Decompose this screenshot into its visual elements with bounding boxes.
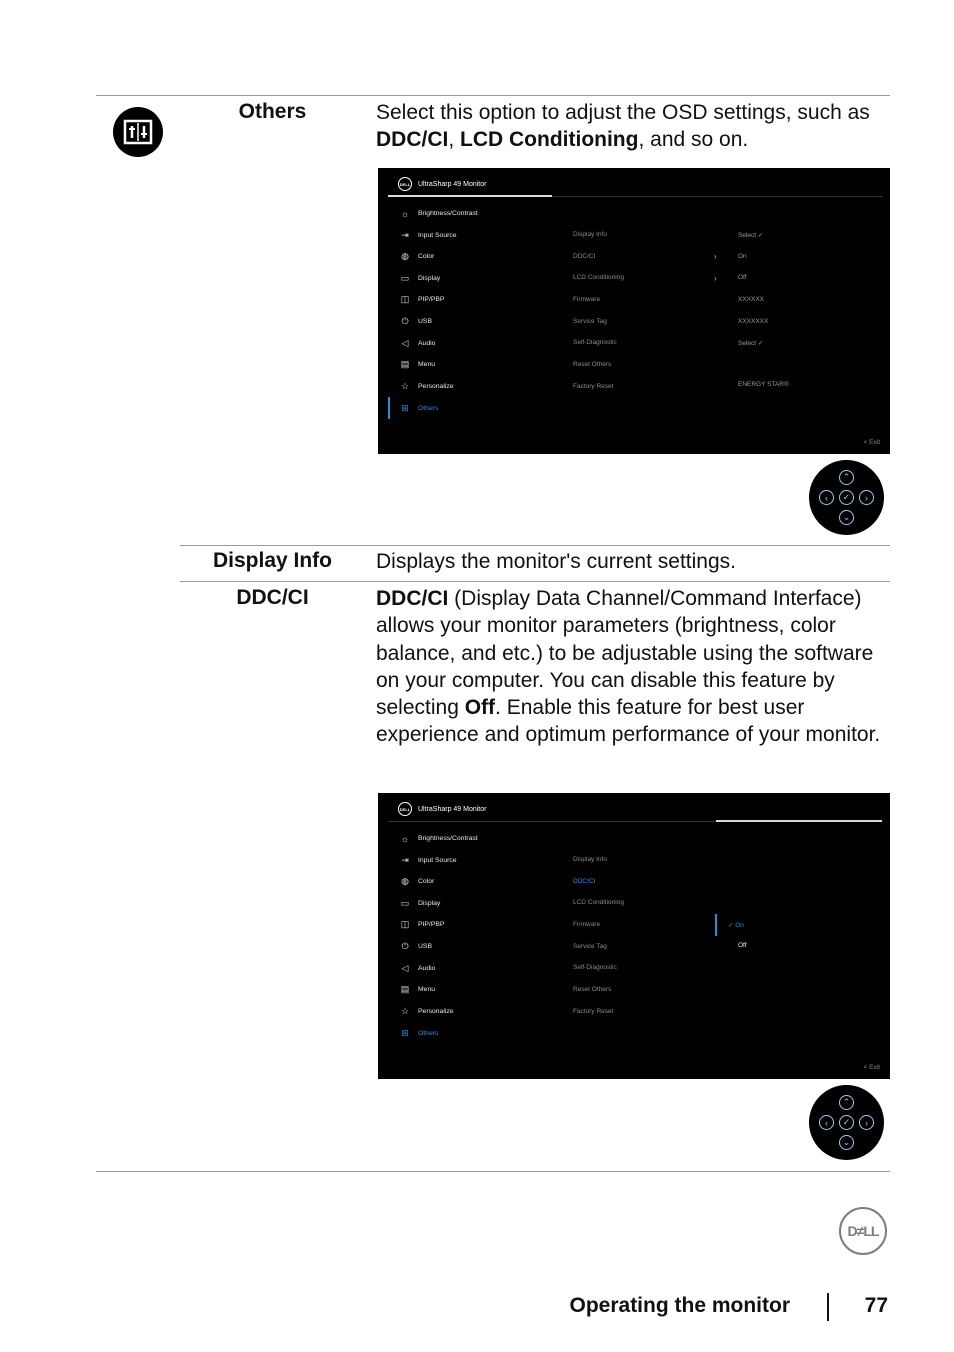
top-rule	[96, 95, 890, 96]
osd-sub-reset-others: Reset Others	[573, 361, 612, 368]
osd-sub-firmware: Firmware	[573, 296, 601, 303]
bottom-rule	[96, 1171, 890, 1172]
joystick-right-icon: ›	[859, 490, 874, 505]
speaker-icon: ◁	[401, 963, 409, 973]
osd-menu-color: ◍ Color	[401, 251, 435, 261]
osd-menu-others: ⊞ Others	[401, 403, 439, 413]
display-info-top-rule	[180, 545, 890, 546]
joystick-up-icon: ⌃	[839, 1095, 854, 1110]
footer-chapter: Operating the monitor	[569, 1294, 790, 1317]
power-icon: ⏻	[401, 316, 409, 326]
osd-sub-display-info: Display Info	[573, 856, 607, 863]
dell-logo-icon: D≠LL	[839, 1207, 887, 1255]
osd-sub-self-diagnostic: Self-Diagnostic	[573, 339, 617, 346]
osd-menu-others: ⊞ Others	[401, 1028, 439, 1038]
joystick-up-icon: ⌃	[839, 470, 854, 485]
osd-menu-usb: ⏻ USB	[401, 316, 432, 326]
osd-menu-pip: ◫ PIP/PBP	[400, 919, 445, 929]
display-info-description: Displays the monitor's current settings.	[376, 550, 736, 573]
menu-icon: ▤	[400, 984, 410, 994]
palette-icon: ◍	[401, 251, 409, 261]
osd-menu-personalize: ☆ Personalize	[400, 381, 454, 391]
others-icon: ⊞	[401, 1028, 409, 1038]
osd-sub-lcd-conditioning: LCD Conditioning	[573, 899, 624, 906]
others-icon: ⊞	[401, 403, 409, 413]
osd-val-service-tag: XXXXXXX	[738, 318, 769, 325]
others-menu-icon	[113, 107, 163, 157]
osd-menu-audio: ◁ Audio	[401, 338, 436, 348]
joystick-left-icon: ‹	[819, 490, 834, 505]
joystick-icon	[809, 1085, 884, 1160]
osd-menu-menu: ▤ Menu	[400, 359, 436, 369]
osd-header	[398, 177, 486, 191]
osd-menu-audio: ◁ Audio	[401, 963, 436, 973]
osd-screenshot-ddc-ci	[378, 793, 890, 1079]
osd-sub-service-tag: Service Tag	[573, 318, 607, 325]
chevron-right-icon: ›	[714, 274, 717, 283]
osd-val-lcd-conditioning: Off	[738, 274, 747, 281]
dell-logo-small-icon: DELL	[398, 177, 412, 191]
osd-val-firmware: XXXXXX	[738, 296, 765, 303]
input-icon: ⇥	[401, 230, 409, 240]
osd-sub-lcd-conditioning: LCD Conditioning	[573, 274, 624, 281]
osd-option-on: ✓ On	[728, 922, 744, 929]
osd-menu-personalize: ☆ Personalize	[400, 1006, 454, 1016]
osd-exit: < Exit	[863, 1064, 880, 1071]
osd-sub-ddc-ci: DDC/CI	[573, 878, 596, 885]
pip-icon: ◫	[400, 919, 410, 929]
osd-sub-display-info: Display Info	[573, 231, 607, 238]
osd-val-display-info: Select ✓	[738, 232, 764, 239]
osd-sub-factory-reset: Factory Reset	[573, 1008, 614, 1015]
speaker-icon: ◁	[401, 338, 409, 348]
menu-icon: ▤	[400, 359, 410, 369]
joystick-right-icon: ›	[859, 1115, 874, 1130]
osd-menu-display: ▭ Display	[400, 898, 441, 908]
power-icon: ⏻	[401, 941, 409, 951]
others-description: Select this option to adjust the OSD settings, such as DDC/CI, LCD Conditioning, and so on.	[376, 101, 870, 152]
sun-icon: ☼	[400, 833, 410, 844]
osd-menu-color: ◍ Color	[401, 876, 435, 886]
osd-menu-display: ▭ Display	[400, 273, 441, 283]
display-icon: ▭	[400, 898, 410, 908]
display-info-label: Display Info	[212, 549, 333, 572]
osd-menu-brightness: ☼ Brightness/Contrast	[400, 208, 478, 219]
osd-sub-firmware: Firmware	[573, 921, 601, 928]
page-number: 77	[864, 1294, 888, 1317]
osd-val-ddc-ci: On	[738, 253, 747, 260]
osd-exit: < Exit	[863, 439, 880, 446]
osd-menu-input-source: ⇥ Input Source	[401, 230, 457, 240]
joystick-ok-icon: ✓	[839, 490, 854, 505]
osd-option-off: Off	[738, 942, 747, 949]
input-icon: ⇥	[401, 855, 409, 865]
osd-sub-reset-others: Reset Others	[573, 986, 612, 993]
pip-icon: ◫	[400, 294, 410, 304]
star-icon: ☆	[400, 381, 410, 391]
dell-logo-small-icon: DELL	[398, 802, 412, 816]
chevron-right-icon: ›	[714, 252, 717, 261]
joystick-left-icon: ‹	[819, 1115, 834, 1130]
osd-val-self-diagnostic: Select ✓	[738, 340, 764, 347]
joystick-ok-icon: ✓	[839, 1115, 854, 1130]
sun-icon: ☼	[400, 208, 410, 219]
joystick-icon	[809, 460, 884, 535]
ddc-ci-label: DDC/CI	[236, 586, 309, 609]
joystick-down-icon: ⌄	[839, 510, 854, 525]
display-icon: ▭	[400, 273, 410, 283]
osd-sub-ddc-ci: DDC/CI	[573, 253, 596, 260]
ddc-ci-description: DDC/CI (Display Data Channel/Command Interface) allows your monitor parameters (brightness, color balance, and etc.) to be adjustable using the software on your computer. You can disable this feature by selecting Off. Enable this feature for best user experience and optimum performance of your monitor.	[376, 587, 881, 747]
osd-title: UltraSharp 49 Monitor	[418, 180, 487, 188]
osd-header	[398, 802, 486, 816]
osd-menu-input-source: ⇥ Input Source	[401, 855, 457, 865]
others-label: Others	[238, 100, 307, 123]
osd-menu-usb: ⏻ USB	[401, 941, 432, 951]
osd-val-energy-star: ENERGY STAR®	[738, 381, 789, 388]
osd-sub-service-tag: Service Tag	[573, 943, 607, 950]
osd-menu-brightness: ☼ Brightness/Contrast	[400, 833, 478, 844]
star-icon: ☆	[400, 1006, 410, 1016]
joystick-down-icon: ⌄	[839, 1135, 854, 1150]
osd-menu-menu: ▤ Menu	[400, 984, 436, 994]
osd-screenshot-others	[378, 168, 890, 454]
display-info-bottom-rule	[180, 581, 890, 582]
osd-sub-factory-reset: Factory Reset	[573, 383, 614, 390]
footer-divider	[827, 1293, 829, 1321]
osd-menu-pip: ◫ PIP/PBP	[400, 294, 445, 304]
osd-sub-self-diagnostic: Self-Diagnostic	[573, 964, 617, 971]
palette-icon: ◍	[401, 876, 409, 886]
osd-title: UltraSharp 49 Monitor	[418, 805, 487, 813]
